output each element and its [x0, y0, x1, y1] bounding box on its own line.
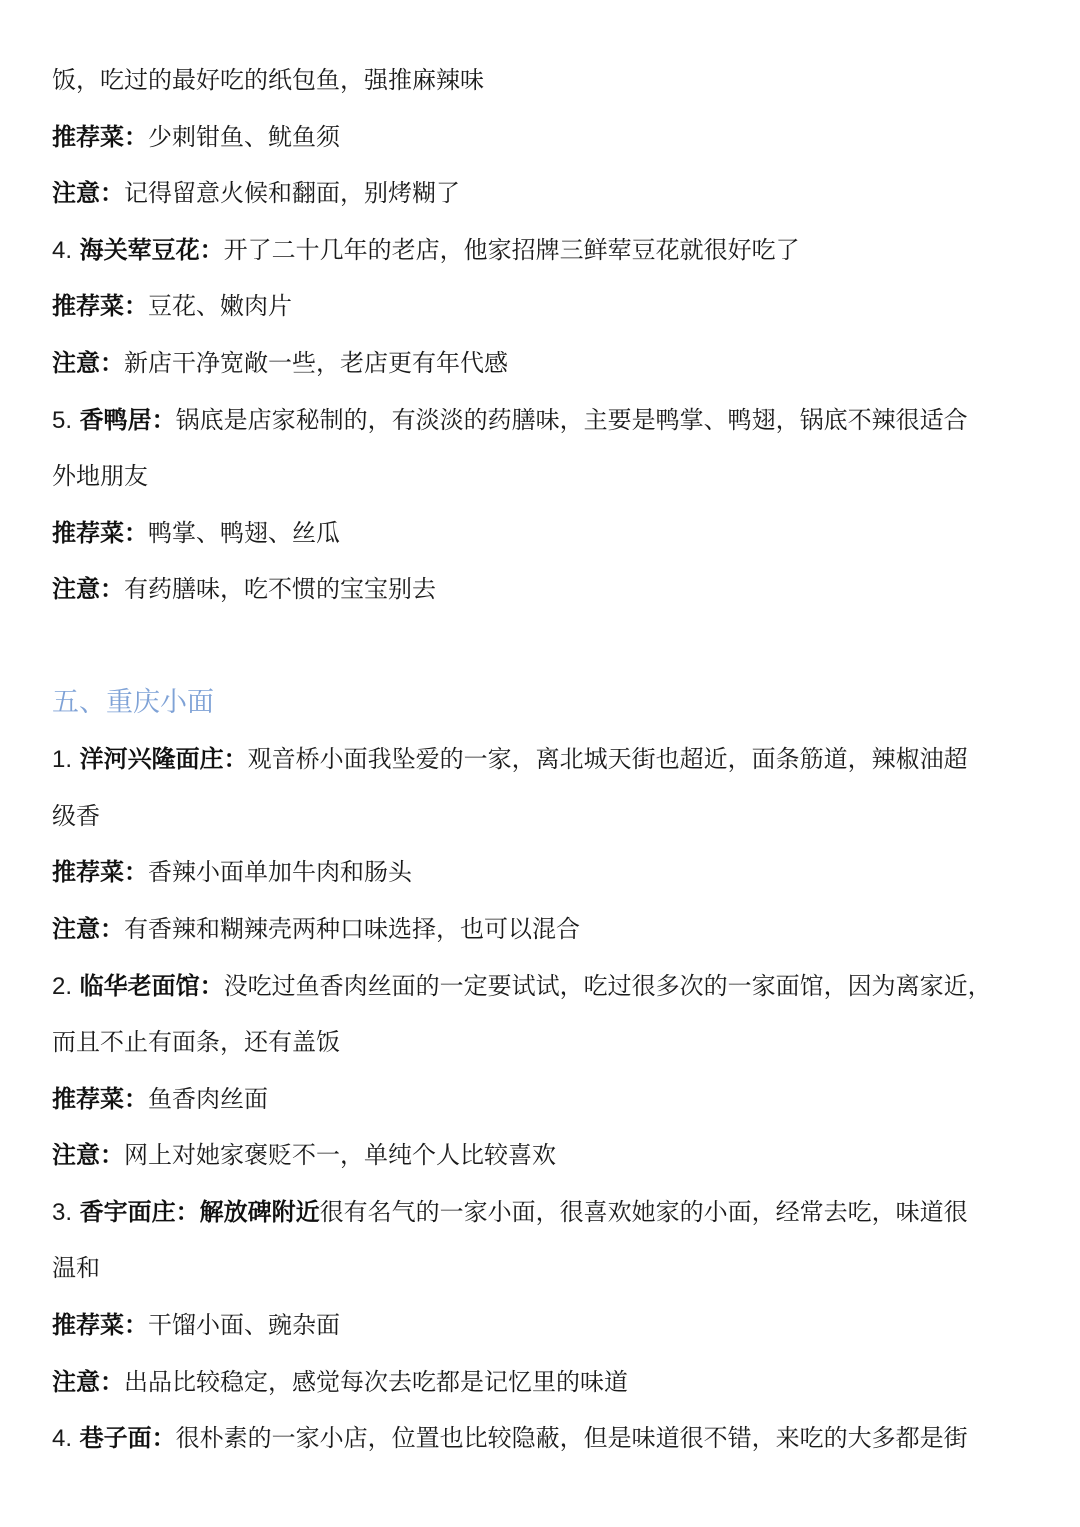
item-number: 3.: [52, 1198, 73, 1226]
shop-description: 锅底是店家秘制的，有淡淡的药膳味，主要是鸭掌、鸭翅，锅底不辣很适合: [175, 405, 968, 434]
note-label: 注意：: [52, 1141, 124, 1170]
recommend-line: [52, 109, 1042, 166]
recommend-text: 少刺钳鱼、鱿鱼须: [148, 122, 340, 151]
note-line: [52, 1354, 1042, 1411]
shop-description: 观音桥小面我坠爱的一家，离北城天街也超近，面条筋道，辣椒油超: [247, 745, 968, 774]
note-label: 注意：: [52, 348, 124, 377]
recommend-text: 干馏小面、豌杂面: [148, 1311, 340, 1340]
section-spacer: [52, 618, 1042, 675]
recommend-label: 推荐菜：: [52, 518, 148, 547]
note-line: [52, 335, 1042, 392]
recommend-line: [52, 844, 1042, 901]
shop-description: 很有名气的一家小面，很喜欢她家的小面，经常去吃，味道很: [319, 1197, 968, 1226]
recommend-line: [52, 1071, 1042, 1128]
section-heading: 五、重庆小面: [52, 686, 214, 718]
recommend-line: [52, 505, 1042, 562]
list-item-heading: [52, 958, 1042, 1015]
recommend-label: 推荐菜：: [52, 1311, 148, 1340]
shop-description: 没吃过鱼香肉丝面的一定要试试，吃过很多次的一家面馆，因为离家近，: [223, 971, 992, 1000]
shop-description-cont: 外地朋友: [52, 462, 148, 491]
shop-description: 开了二十几年的老店，他家招牌三鲜荤豆花就很好吃了: [223, 235, 800, 264]
note-line: [52, 901, 1042, 958]
description-continuation: [52, 1014, 1042, 1071]
list-item-heading: [52, 392, 1042, 449]
item-number: 4.: [52, 1425, 73, 1453]
note-text: 记得留意火候和翻面，别烤糊了: [124, 179, 460, 208]
shop-name: 香鸭居：: [79, 405, 176, 434]
recommend-text: 香辣小面单加牛肉和肠头: [148, 858, 412, 887]
list-item-heading: [52, 1184, 1042, 1241]
description-continuation: [52, 448, 1042, 505]
item-number: 2.: [52, 972, 73, 1000]
description-continuation: [52, 788, 1042, 845]
continuation-text: 饭，吃过的最好吃的纸包鱼，强推麻辣味: [52, 66, 484, 94]
recommend-text: 鱼香肉丝面: [148, 1084, 268, 1113]
note-text: 有香辣和糊辣壳两种口味选择，也可以混合: [124, 914, 580, 943]
recommend-label: 推荐菜：: [52, 1084, 148, 1113]
document-page: [52, 52, 1042, 1467]
shop-name: 巷子面：: [79, 1424, 176, 1453]
shop-description: 很朴素的一家小店，位置也比较隐蔽，但是味道很不错，来吃的大多都是街: [175, 1424, 968, 1453]
note-label: 注意：: [52, 914, 124, 943]
item-number: 4.: [52, 236, 73, 264]
recommend-text: 豆花、嫩肉片: [148, 292, 292, 321]
shop-description-cont: 而且不止有面条，还有盖饭: [52, 1028, 340, 1057]
shop-description-cont: 级香: [52, 801, 100, 830]
recommend-line: [52, 278, 1042, 335]
note-text: 新店干净宽敞一些，老店更有年代感: [124, 348, 508, 377]
note-text: 出品比较稳定，感觉每次去吃都是记忆里的味道: [124, 1367, 628, 1396]
shop-name: 海关荤豆花：: [79, 235, 224, 264]
note-text: 有药膳味，吃不惯的宝宝别去: [124, 575, 436, 604]
recommend-line: [52, 1297, 1042, 1354]
description-continuation: [52, 1240, 1042, 1297]
note-label: 注意：: [52, 1367, 124, 1396]
entry-continuation: [52, 52, 1042, 109]
note-line: [52, 165, 1042, 222]
note-text: 网上对她家褒贬不一，单纯个人比较喜欢: [124, 1141, 556, 1170]
shop-description-cont: 温和: [52, 1254, 100, 1283]
shop-name: 香宇面庄：: [79, 1197, 200, 1226]
item-number: 5.: [52, 406, 73, 434]
note-line: [52, 561, 1042, 618]
shop-name: 洋河兴隆面庄：: [79, 745, 248, 774]
recommend-text: 鸭掌、鸭翅、丝瓜: [148, 518, 340, 547]
note-label: 注意：: [52, 179, 124, 208]
item-number: 1.: [52, 746, 73, 774]
list-item-heading: [52, 731, 1042, 788]
recommend-label: 推荐菜：: [52, 858, 148, 887]
shop-location: 解放碑附近: [199, 1197, 320, 1226]
recommend-label: 推荐菜：: [52, 122, 148, 151]
recommend-label: 推荐菜：: [52, 292, 148, 321]
list-item-heading: [52, 1410, 1042, 1467]
shop-name: 临华老面馆：: [79, 971, 224, 1000]
note-label: 注意：: [52, 575, 124, 604]
list-item-heading: [52, 222, 1042, 279]
note-line: [52, 1127, 1042, 1184]
